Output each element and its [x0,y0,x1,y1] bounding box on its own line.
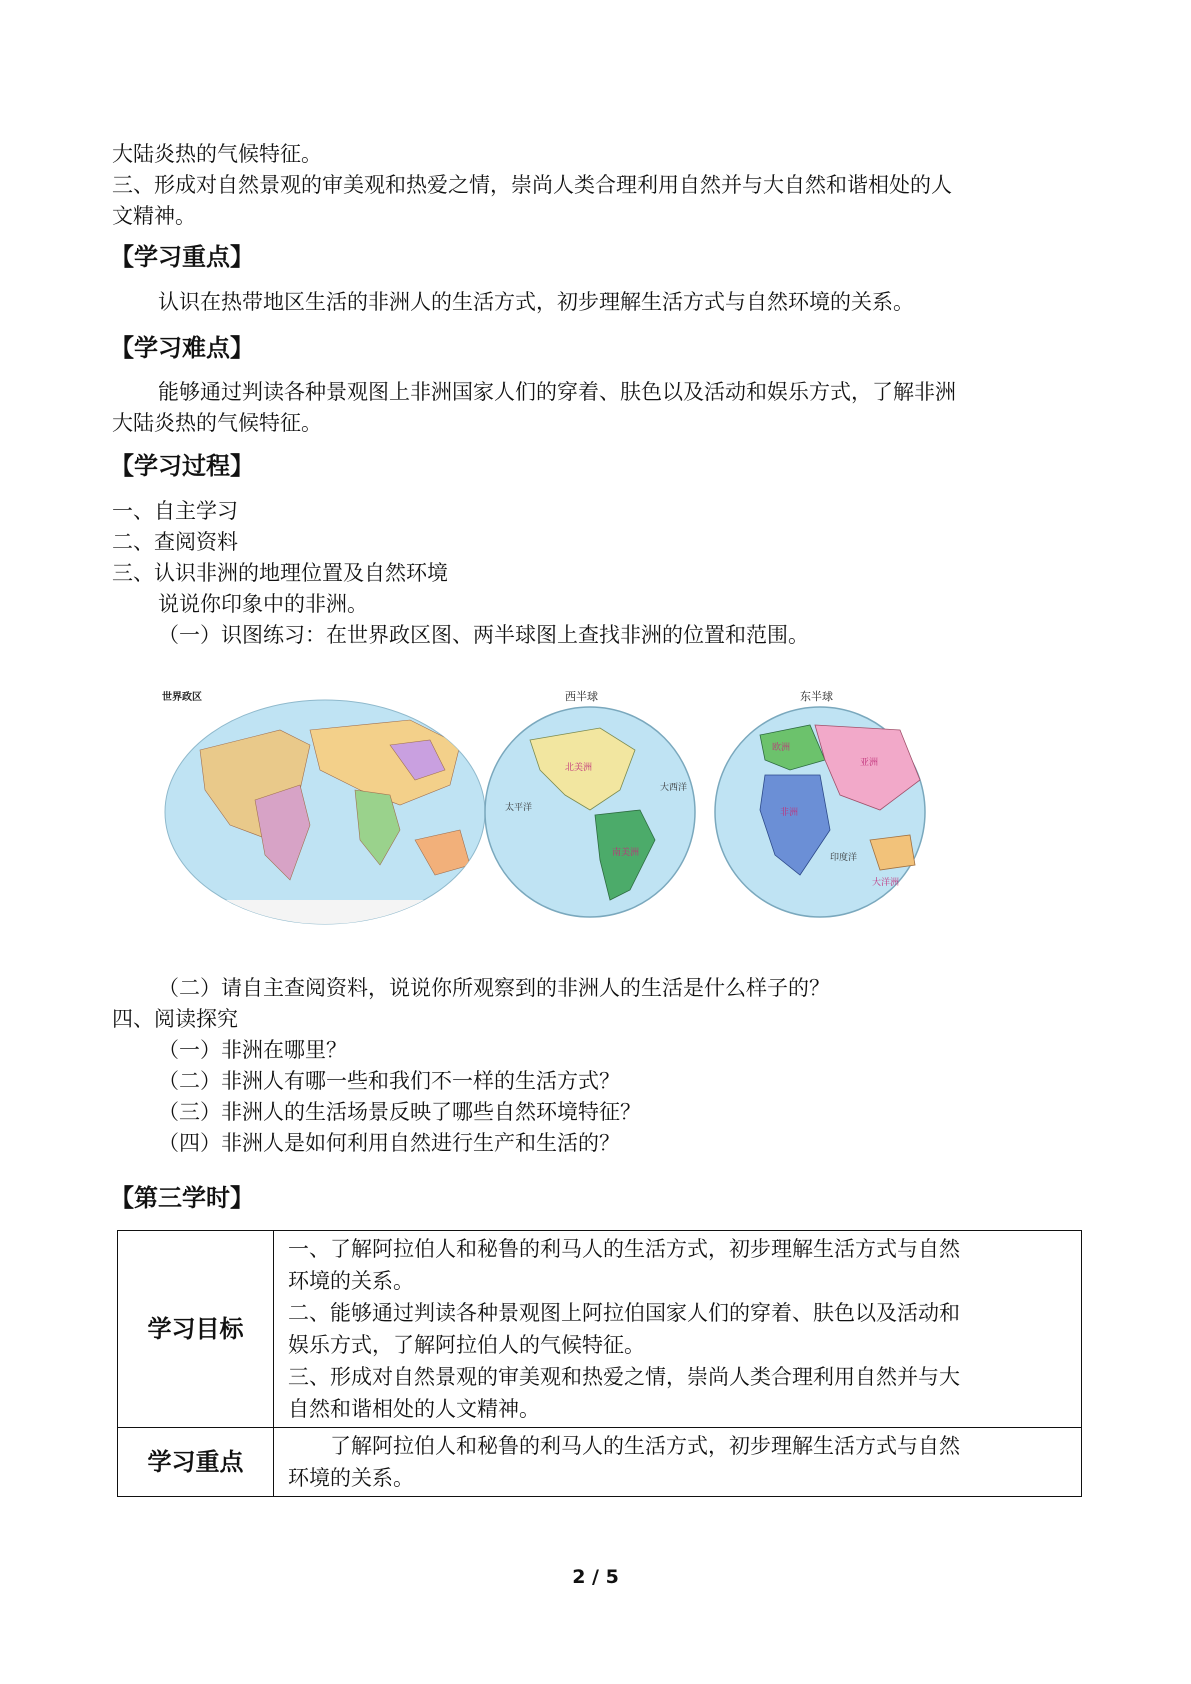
world-political-map [162,690,485,930]
east-title: 东半球 [800,690,833,703]
third-lesson-table [117,1230,1082,1497]
process-sub-3: （二）请自主查阅资料，说说你所观察到的非洲人的生活是什么样子的？ [158,976,830,1000]
reading-item-1: （一）非洲在哪里？ [158,1038,347,1062]
west-title: 西半球 [565,690,598,703]
label-indian-ocean: 印度洋 [830,853,858,863]
difficulties-heading: 【学习难点】 [110,334,254,362]
label-north-america: 北美洲 [565,763,593,773]
difficulties-line-2: 大陆炎热的气候特征。 [112,411,322,435]
key-points-text: 认识在热带地区生活的非洲人的生活方式，初步理解生活方式与自然环境的关系。 [158,290,914,314]
keypoint-line-1: 了解阿拉伯人和秘鲁的利马人的生活方式，初步理解生活方式与自然 [330,1434,960,1458]
label-europe: 欧洲 [772,743,791,753]
label-south-america: 南美洲 [612,848,640,858]
process-sub-1: 说说你印象中的非洲。 [158,592,368,616]
keypoint-label: 学习重点 [118,1428,274,1497]
reading-heading: 四、阅读探究 [112,1007,238,1031]
key-points-heading: 【学习重点】 [110,243,254,271]
process-item-3: 三、认识非洲的地理位置及自然环境 [112,561,448,585]
maps-figure [160,690,1020,940]
label-oceania: 大洋洲 [872,878,900,888]
process-item-2: 二、查阅资料 [112,530,238,554]
reading-item-2: （二）非洲人有哪一些和我们不一样的生活方式？ [158,1069,620,1093]
keypoint-line-2: 环境的关系。 [288,1466,414,1490]
goals-content [274,1231,1082,1428]
reading-item-4: （四）非洲人是如何利用自然进行生产和生活的？ [158,1131,620,1155]
page-number: 2 / 5 [572,1566,619,1588]
label-asia: 亚洲 [860,758,879,768]
goals-line-2: 环境的关系。 [288,1269,414,1293]
process-item-1: 一、自主学习 [112,499,238,523]
intro-line-1: 大陆炎热的气候特征。 [112,142,322,166]
goals-line-1: 一、了解阿拉伯人和秘鲁的利马人的生活方式，初步理解生活方式与自然 [288,1237,960,1261]
difficulties-line-1: 能够通过判读各种景观图上非洲国家人们的穿着、肤色以及活动和娱乐方式，了解非洲 [158,380,956,404]
table-row [118,1231,1082,1428]
process-heading: 【学习过程】 [110,452,254,480]
goals-label: 学习目标 [118,1231,274,1428]
intro-line-3: 文精神。 [112,204,196,228]
western-hemisphere-map [485,690,695,917]
table-row [118,1428,1082,1497]
eastern-hemisphere-map [715,690,925,917]
goals-line-3: 二、能够通过判读各种景观图上阿拉伯国家人们的穿着、肤色以及活动和 [288,1301,960,1325]
goals-line-5: 三、形成对自然景观的审美观和热爱之情，崇尚人类合理利用自然并与大 [288,1365,960,1389]
process-sub-2: （一）识图练习：在世界政区图、两半球图上查找非洲的位置和范围。 [158,623,809,647]
goals-line-4: 娱乐方式，了解阿拉伯人的气候特征。 [288,1333,645,1357]
label-pacific: 太平洋 [505,803,533,813]
goals-line-6: 自然和谐相处的人文精神。 [288,1397,540,1421]
world-map-title: 世界政区 [162,692,202,703]
keypoint-content [274,1428,1082,1497]
label-atlantic: 大西洋 [660,783,688,793]
intro-line-2: 三、形成对自然景观的审美观和热爱之情，崇尚人类合理利用自然并与大自然和谐相处的人 [112,173,952,197]
label-africa: 非洲 [780,808,799,818]
third-lesson-heading: 【第三学时】 [110,1184,254,1212]
reading-item-3: （三）非洲人的生活场景反映了哪些自然环境特征？ [158,1100,641,1124]
